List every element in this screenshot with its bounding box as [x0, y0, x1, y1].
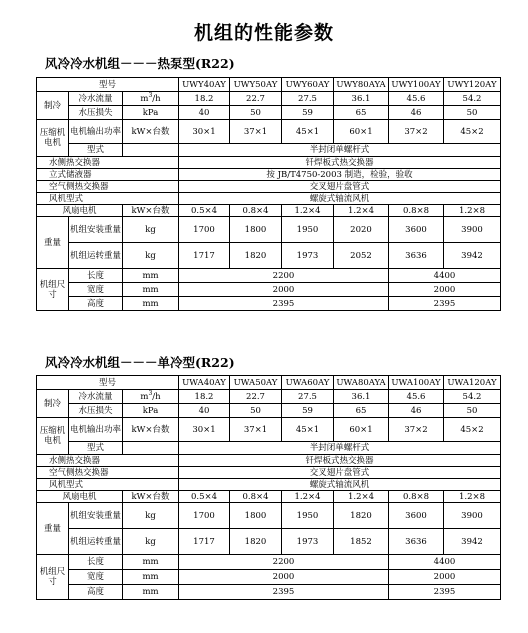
value-cell: 2395 — [179, 297, 389, 311]
type-label: 型式 — [69, 144, 123, 157]
value-cell: 1973 — [282, 243, 334, 269]
motor-power-unit: kW×台数 — [123, 120, 179, 144]
value-cell: 65 — [334, 106, 389, 120]
water-loss-label: 水压损失 — [69, 404, 123, 418]
value-cell: 37×1 — [230, 120, 282, 144]
value-cell: 46 — [389, 404, 444, 418]
storage-label: 立式储液器 — [37, 169, 179, 181]
table-row — [37, 555, 501, 570]
table-row — [37, 455, 501, 467]
model-cell: UWY100AY — [389, 78, 444, 92]
water-flow-unit: $m^3/h$ — [123, 92, 179, 106]
air-hx-label: 空气侧热交换器 — [37, 181, 179, 193]
value-cell: 46 — [389, 106, 444, 120]
table-row — [37, 376, 501, 390]
value-cell: 40 — [179, 404, 230, 418]
value-cell: 50 — [444, 106, 501, 120]
value-cell: 30×1 — [179, 418, 230, 442]
model-label: 型号 — [37, 376, 179, 390]
fan-motor-label: 风扇电机 — [37, 205, 123, 217]
table-row — [37, 169, 501, 181]
value-cell: 1973 — [282, 529, 334, 555]
compressor-group-label: 压缩机电机 — [37, 418, 69, 455]
value-cell: 37×2 — [389, 120, 444, 144]
dimensions-group-label: 机组尺寸 — [37, 555, 69, 600]
install-weight-label: 机组安装重量 — [69, 503, 123, 529]
table-row — [37, 479, 501, 491]
value-cell: 3900 — [444, 503, 501, 529]
water-hx-label: 水侧热交换器 — [37, 455, 179, 467]
length-label: 长度 — [69, 555, 123, 570]
table-row — [37, 217, 501, 243]
value-cell: 1.2×4 — [334, 205, 389, 217]
width-label: 宽度 — [69, 570, 123, 585]
width-label: 宽度 — [69, 283, 123, 297]
value-cell: 1820 — [334, 503, 389, 529]
value-cell: 1950 — [282, 217, 334, 243]
value-cell: 45.6 — [389, 390, 444, 404]
table-row — [37, 297, 501, 311]
value-cell: 0.8×8 — [389, 491, 444, 503]
page-title: 机组的性能参数 — [193, 22, 334, 44]
model-cell: UWA60AY — [282, 376, 334, 390]
storage-value: 按 JB/T4750-2003 制造，检验，验收 — [179, 169, 501, 181]
table-row — [37, 418, 501, 442]
model-cell: UWY50AY — [230, 78, 282, 92]
model-cell: UWA120AY — [444, 376, 501, 390]
model-cell: UWY60AY — [282, 78, 334, 92]
value-cell: 37×2 — [389, 418, 444, 442]
value-cell: 36.1 — [334, 92, 389, 106]
value-cell: 4400 — [389, 269, 501, 283]
value-cell: 45.6 — [389, 92, 444, 106]
fan-motor-label: 风扇电机 — [37, 491, 123, 503]
water-loss-unit: kPa — [123, 404, 179, 418]
value-cell: 3636 — [389, 243, 444, 269]
value-cell: 22.7 — [230, 92, 282, 106]
weight-group-label: 重量 — [37, 217, 69, 269]
table-row — [37, 467, 501, 479]
value-cell: 0.5×4 — [179, 205, 230, 217]
table-row — [37, 390, 501, 404]
value-cell: 3942 — [444, 529, 501, 555]
fan-motor-unit: kW×台数 — [123, 491, 179, 503]
dimensions-group-label: 机组尺寸 — [37, 269, 69, 311]
model-cell: UWA80AYA — [334, 376, 389, 390]
value-cell: 1950 — [282, 503, 334, 529]
water-flow-label: 冷水流量 — [69, 92, 123, 106]
table-row — [37, 404, 501, 418]
table-row — [37, 193, 501, 205]
value-cell: 1.2×4 — [282, 205, 334, 217]
value-cell: 45×1 — [282, 418, 334, 442]
motor-power-label: 电机输出功率 — [69, 418, 123, 442]
water-hx-value: 钎焊板式热交换器 — [179, 157, 501, 169]
table-row — [37, 106, 501, 120]
fan-type-label: 风机型式 — [37, 479, 179, 491]
table-row — [37, 120, 501, 144]
water-flow-label: 冷水流量 — [69, 390, 123, 404]
value-cell: 2000 — [179, 570, 389, 585]
table-row — [37, 92, 501, 106]
value-cell: 65 — [334, 404, 389, 418]
value-cell: 54.2 — [444, 390, 501, 404]
value-cell: 50 — [230, 404, 282, 418]
value-cell: 27.5 — [282, 390, 334, 404]
compressor-type-value: 半封闭单螺杆式 — [179, 144, 501, 157]
table-row — [37, 585, 501, 600]
dim-unit: mm — [123, 555, 179, 570]
run-weight-label: 机组运转重量 — [69, 243, 123, 269]
value-cell: 1852 — [334, 529, 389, 555]
fan-type-value: 螺旋式轴流风机 — [179, 193, 501, 205]
value-cell: 2020 — [334, 217, 389, 243]
value-cell: 1.2×8 — [444, 491, 501, 503]
value-cell: 2000 — [179, 283, 389, 297]
water-loss-unit: kPa — [123, 106, 179, 120]
value-cell: 0.8×4 — [230, 491, 282, 503]
water-hx-value: 钎焊板式热交换器 — [179, 455, 501, 467]
value-cell: 2200 — [179, 269, 389, 283]
value-cell: 27.5 — [282, 92, 334, 106]
dim-unit: mm — [123, 585, 179, 600]
value-cell: 2395 — [389, 297, 501, 311]
water-flow-unit: $m^3/h$ — [123, 390, 179, 404]
value-cell: 60×1 — [334, 418, 389, 442]
cooling-group-label: 制冷 — [37, 390, 69, 418]
spec-table-heat-pump — [36, 77, 501, 311]
value-cell: 3942 — [444, 243, 501, 269]
value-cell: 1717 — [179, 243, 230, 269]
value-cell: 1.2×4 — [334, 491, 389, 503]
value-cell: 0.8×8 — [389, 205, 444, 217]
motor-power-unit: kW×台数 — [123, 418, 179, 442]
value-cell: 2052 — [334, 243, 389, 269]
value-cell: 2395 — [179, 585, 389, 600]
table-row — [37, 570, 501, 585]
value-cell: 3636 — [389, 529, 444, 555]
value-cell: 1800 — [230, 503, 282, 529]
weight-unit: kg — [123, 529, 179, 555]
value-cell: 1.2×4 — [282, 491, 334, 503]
table-row — [37, 503, 501, 529]
value-cell: 1.2×8 — [444, 205, 501, 217]
model-cell: UWY40AY — [179, 78, 230, 92]
compressor-type-value: 半封闭单螺杆式 — [179, 442, 501, 455]
dim-unit: mm — [123, 269, 179, 283]
length-label: 长度 — [69, 269, 123, 283]
weight-unit: kg — [123, 243, 179, 269]
fan-type-label: 风机型式 — [37, 193, 179, 205]
water-hx-label: 水侧热交换器 — [37, 157, 179, 169]
value-cell: 45×2 — [444, 120, 501, 144]
dim-unit: mm — [123, 570, 179, 585]
section-heading-heat-pump: 风冷冷水机组－－－热泵型(R22) — [45, 56, 235, 71]
value-cell: 2395 — [389, 585, 501, 600]
value-cell: 0.5×4 — [179, 491, 230, 503]
dim-unit: mm — [123, 283, 179, 297]
table-row — [37, 78, 501, 92]
value-cell: 50 — [444, 404, 501, 418]
value-cell: 59 — [282, 404, 334, 418]
fan-type-value: 螺旋式轴流风机 — [179, 479, 501, 491]
table-row — [37, 283, 501, 297]
height-label: 高度 — [69, 297, 123, 311]
weight-unit: kg — [123, 503, 179, 529]
value-cell: 59 — [282, 106, 334, 120]
table-row — [37, 144, 501, 157]
model-cell: UWA40AY — [179, 376, 230, 390]
cooling-group-label: 制冷 — [37, 92, 69, 120]
value-cell: 1717 — [179, 529, 230, 555]
value-cell: 36.1 — [334, 390, 389, 404]
weight-group-label: 重量 — [37, 503, 69, 555]
height-label: 高度 — [69, 585, 123, 600]
air-hx-value: 交叉翅片盘管式 — [179, 181, 501, 193]
value-cell: 1820 — [230, 529, 282, 555]
value-cell: 54.2 — [444, 92, 501, 106]
value-cell: 50 — [230, 106, 282, 120]
value-cell: 18.2 — [179, 92, 230, 106]
model-label: 型号 — [37, 78, 179, 92]
table-row — [37, 157, 501, 169]
value-cell: 4400 — [389, 555, 501, 570]
value-cell: 2200 — [179, 555, 389, 570]
value-cell: 3900 — [444, 217, 501, 243]
motor-power-label: 电机输出功率 — [69, 120, 123, 144]
section-heading-cooling-only: 风冷冷水机组－－－单冷型(R22) — [45, 355, 235, 370]
value-cell: 30×1 — [179, 120, 230, 144]
model-cell: UWA50AY — [230, 376, 282, 390]
air-hx-label: 空气侧热交换器 — [37, 467, 179, 479]
model-cell: UWY80AYA — [334, 78, 389, 92]
air-hx-value: 交叉翅片盘管式 — [179, 467, 501, 479]
fan-motor-unit: kW×台数 — [123, 205, 179, 217]
dim-unit: mm — [123, 297, 179, 311]
value-cell: 40 — [179, 106, 230, 120]
value-cell: 1700 — [179, 217, 230, 243]
value-cell: 2000 — [389, 570, 501, 585]
value-cell: 1700 — [179, 503, 230, 529]
install-weight-label: 机组安装重量 — [69, 217, 123, 243]
value-cell: 1820 — [230, 243, 282, 269]
weight-unit: kg — [123, 217, 179, 243]
value-cell: 18.2 — [179, 390, 230, 404]
value-cell: 3600 — [389, 503, 444, 529]
value-cell: 45×1 — [282, 120, 334, 144]
table-row — [37, 269, 501, 283]
model-cell: UWA100AY — [389, 376, 444, 390]
value-cell: 1800 — [230, 217, 282, 243]
table-row — [37, 243, 501, 269]
value-cell: 37×1 — [230, 418, 282, 442]
value-cell: 22.7 — [230, 390, 282, 404]
table-row — [37, 529, 501, 555]
type-label: 型式 — [69, 442, 123, 455]
model-cell: UWY120AY — [444, 78, 501, 92]
value-cell: 2000 — [389, 283, 501, 297]
water-loss-label: 水压损失 — [69, 106, 123, 120]
spec-table-cooling-only — [36, 375, 501, 600]
value-cell: 3600 — [389, 217, 444, 243]
table-row — [37, 181, 501, 193]
value-cell: 60×1 — [334, 120, 389, 144]
value-cell: 0.8×4 — [230, 205, 282, 217]
table-row — [37, 205, 501, 217]
table-row — [37, 491, 501, 503]
table-row — [37, 442, 501, 455]
compressor-group-label: 压缩机电机 — [37, 120, 69, 157]
value-cell: 45×2 — [444, 418, 501, 442]
run-weight-label: 机组运转重量 — [69, 529, 123, 555]
